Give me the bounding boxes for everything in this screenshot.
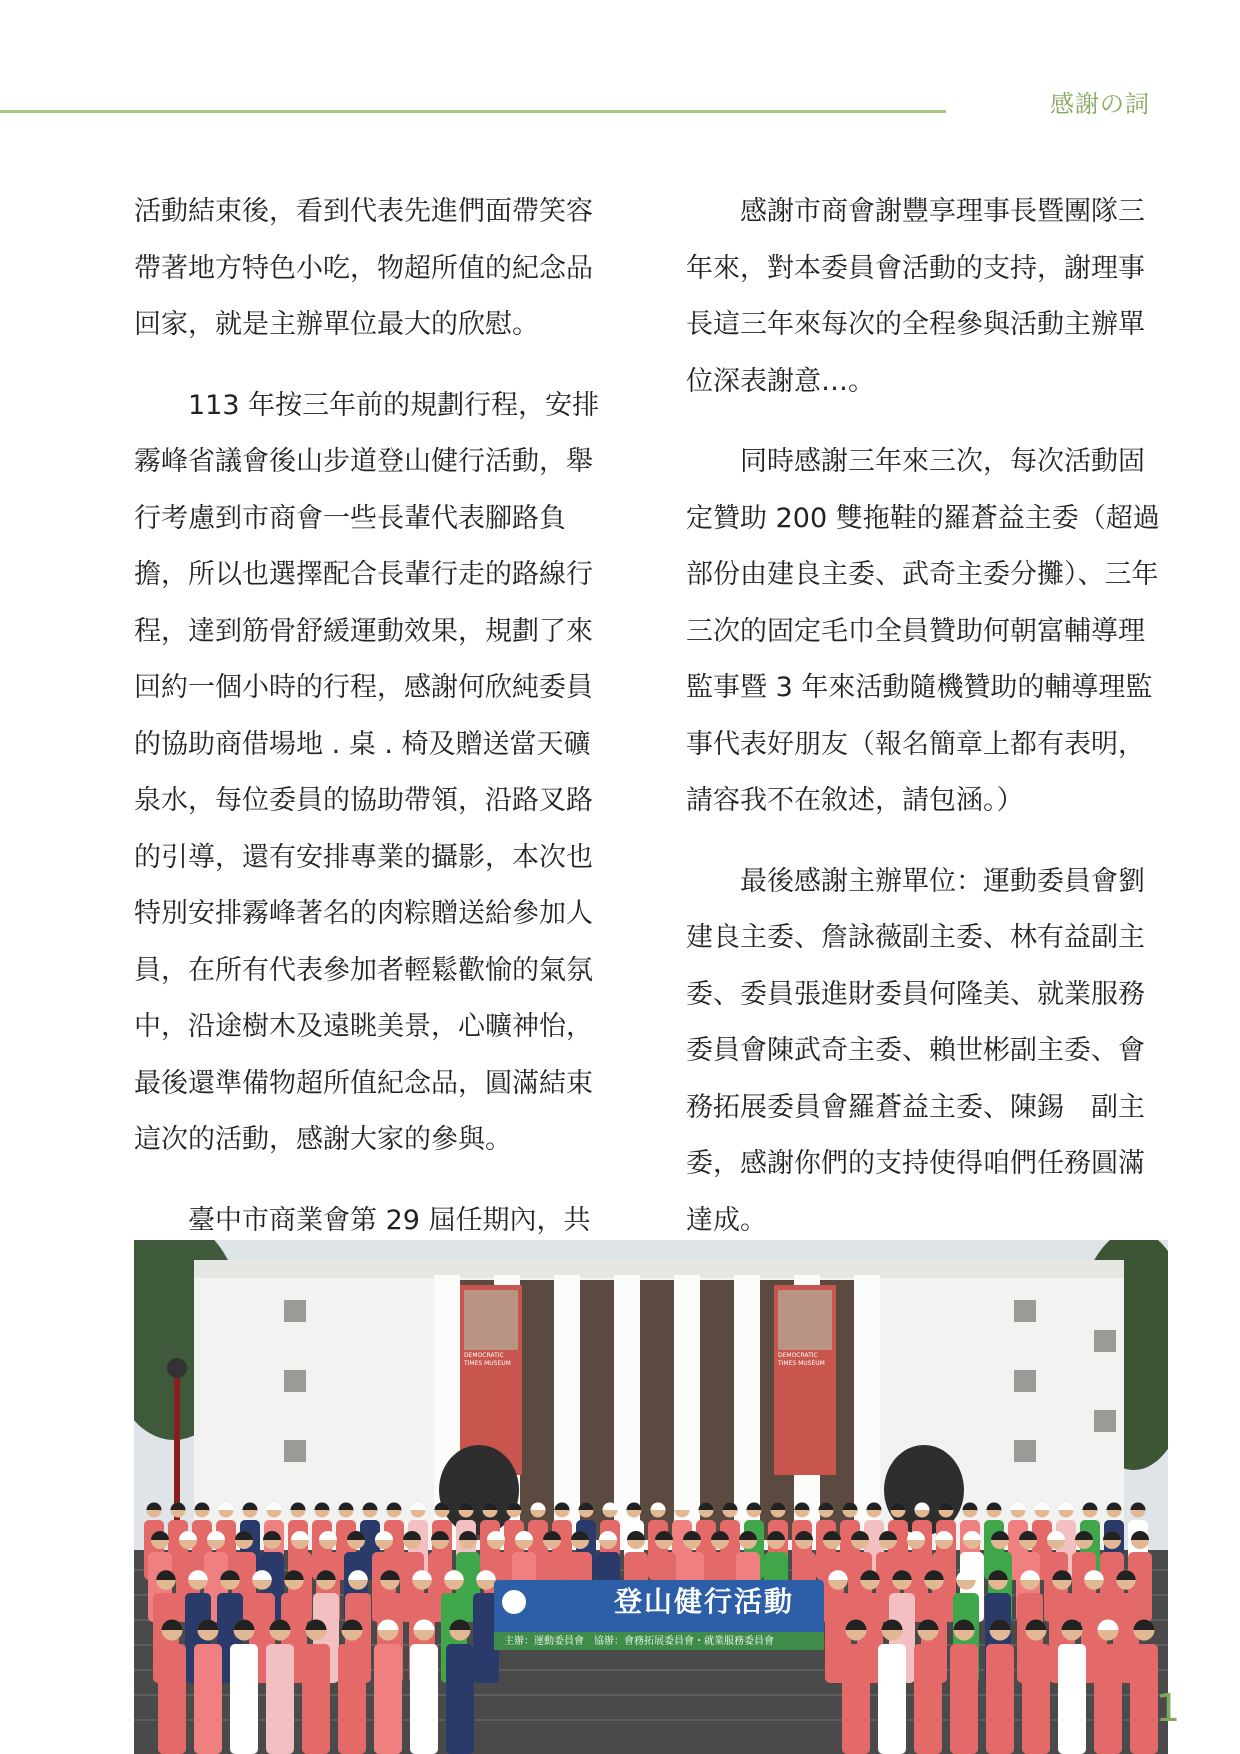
paragraph: 活動結束後，看到代表先進們面帶笑容帶著地方特色小吃，物超所值的紀念品回家，就是主辦單位最大的欣慰。 [134,196,593,340]
participant-body [1094,1644,1122,1754]
paragraph: 最後感謝主辦單位：運動委員會劉建良主委、詹詠薇副主委、林有益副主委、委員張進財委員何隆美、就業服務委員會陳武奇主委、賴世彬副主委、會務拓展委員會羅蒼益主委、陳錫 副主委，感謝你們的支持使得咱們任務圓滿達成。 [686,865,1145,1236]
participant-body [878,1644,906,1754]
banner-title: 登山健行活動 [614,1585,795,1618]
paragraph: 感謝市商會謝豐享理事長暨團隊三年來，對本委員會活動的支持，謝理事長這三年來每次的全程參與活動主辦單位深表謝意…。 [686,196,1145,397]
paragraph: 臺中市商業會第 29 屆任期內，共 [188,1204,591,1236]
group-photo [134,1240,1168,1754]
section-title: 感謝の詞 [1050,90,1150,118]
participant-body [1058,1644,1086,1754]
group-photo-illustration [134,1240,1168,1754]
paragraph: 同時感謝三年來三次，每次活動固定贊助 200 雙拖鞋的羅蒼益主委（超過部份由建良主委、武奇主委分攤）、三年三次的固定毛巾全員贊助何朝富輔導理監事暨 3 年來活動隨機贊助的輔導理監事代表好朋友（報名簡章上都有表明，請容我不在敘述，請包涵。） [686,446,1160,816]
page-number: 1 [1155,1686,1180,1730]
participant-body [986,1644,1014,1754]
museum-sign-right: DEMOCRATIC TIMES MUSEUM [778,1352,825,1367]
participant-body [950,1644,978,1754]
right-text-column [686,184,1170,1273]
participant-body [1130,1644,1158,1754]
participant-body [194,1644,222,1754]
participant-body [374,1644,402,1754]
participant-body [914,1644,942,1754]
participant-body [230,1644,258,1754]
participant-body [338,1644,366,1754]
paragraph: 113 年按三年前的規劃行程，安排霧峰省議會後山步道登山健行活動，舉行考慮到市商會一些長輩代表腳路負擔，所以也選擇配合長輩行走的路線行程，達到筋骨舒緩運動效果，規劃了來回約一個小時的行程，感謝何欣純委員的協助商借場地 . 桌 . 椅及贈送當天礦泉水，每位委員的協助帶領，沿路叉路的引導，還有安排專業的攝影，本次也特別安排霧峰著名的肉粽贈送給參加人員，在所有代表參加者輕鬆歡愉的氣氛中，沿途樹木及遠眺美景，心曠神怡，最後還準備物超所值紀念品，圓滿結束這次的活動，感謝大家的參與。 [134,389,600,1155]
banner-subtitle: 主辦：運動委員會 協辦：會務拓展委員會・就業服務委員會 [504,1636,774,1647]
participant-body [158,1644,186,1754]
participant-body [410,1644,438,1754]
header-rule [0,110,946,113]
participant-body [1022,1644,1050,1754]
museum-sign-left: DEMOCRATIC TIMES MUSEUM [464,1352,511,1367]
participant-body [266,1644,294,1754]
participant-body [446,1644,474,1754]
participant-body [842,1644,870,1754]
participant-body [302,1644,330,1754]
